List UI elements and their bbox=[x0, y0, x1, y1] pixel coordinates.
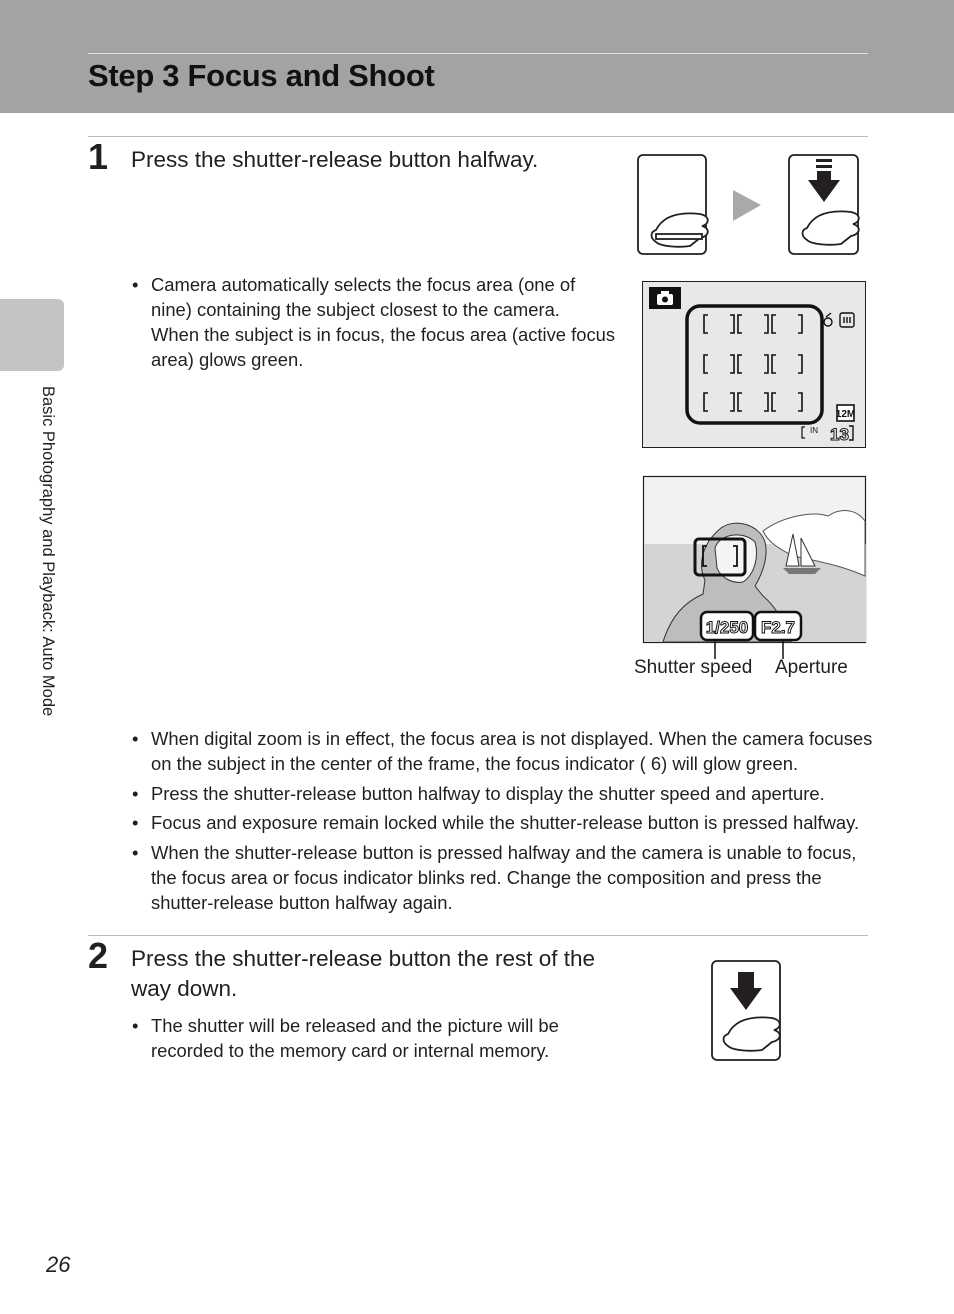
image-size-label: 12M bbox=[835, 409, 856, 420]
page-number: 26 bbox=[46, 1252, 71, 1277]
camera-icon bbox=[649, 287, 681, 309]
bullet-digital-zoom: • When digital zoom is in effect, the focus area is not displayed. When the camera focuses on the subject in the center of the frame, the focus indicator ( 6) will glow green. bbox=[132, 728, 873, 774]
shutter-halfway-illustration bbox=[630, 150, 870, 262]
step1-rule bbox=[88, 136, 868, 137]
header-rule bbox=[88, 53, 868, 54]
page-title: Step 3 Focus and Shoot bbox=[88, 58, 435, 93]
aperture-caption: Aperture bbox=[775, 657, 848, 678]
aperture-value: F2.7 bbox=[760, 618, 796, 637]
bullet-focus-locked: • Focus and exposure remain locked while the shutter-release button is pressed halfway. bbox=[132, 812, 860, 833]
section-tab bbox=[0, 299, 64, 371]
step1-number: 1 bbox=[88, 136, 109, 177]
shutter-speed-value: 1/250 bbox=[705, 618, 749, 637]
step2-heading: Press the shutter-release button the rest of the way down. bbox=[131, 946, 596, 1001]
shutter-aperture-screen bbox=[643, 476, 867, 646]
focus-area-screen bbox=[642, 281, 867, 449]
bullet-display-shutter: • Press the shutter-release button halfway to display the shutter speed and aperture. bbox=[132, 783, 825, 804]
shutter-speed-caption: Shutter speed bbox=[634, 657, 753, 678]
page-header bbox=[0, 0, 954, 113]
arrow-right-icon bbox=[733, 190, 761, 221]
step2-rule bbox=[88, 935, 868, 936]
step2-bullet: • The shutter will be released and the picture will be recorded to the memory card or internal memory. bbox=[132, 1015, 559, 1061]
memory-label: IN bbox=[810, 426, 818, 435]
step2-number: 2 bbox=[88, 935, 109, 976]
step1-heading: Press the shutter-release button halfway. bbox=[131, 147, 539, 172]
shutter-full-press-illustration bbox=[708, 958, 786, 1064]
exposures-remaining: 13 bbox=[830, 425, 849, 444]
camera-body-right bbox=[789, 155, 859, 254]
bullet-unable-focus: • When the shutter-release button is pressed halfway and the camera is unable to focus, the focus area or focus indicator blinks red. Change the composition and press the shutter-release button halfway again. bbox=[132, 842, 857, 913]
section-label: Basic Photography and Playback: Auto Mode bbox=[39, 386, 57, 717]
camera-body-left bbox=[638, 155, 708, 254]
step1-bullet-focus-area: • Camera automatically selects the focus area (one of nine) containing the subject closest to the camera. When the subject is in focus, the focus area (active focus area) glows green. bbox=[132, 274, 616, 370]
